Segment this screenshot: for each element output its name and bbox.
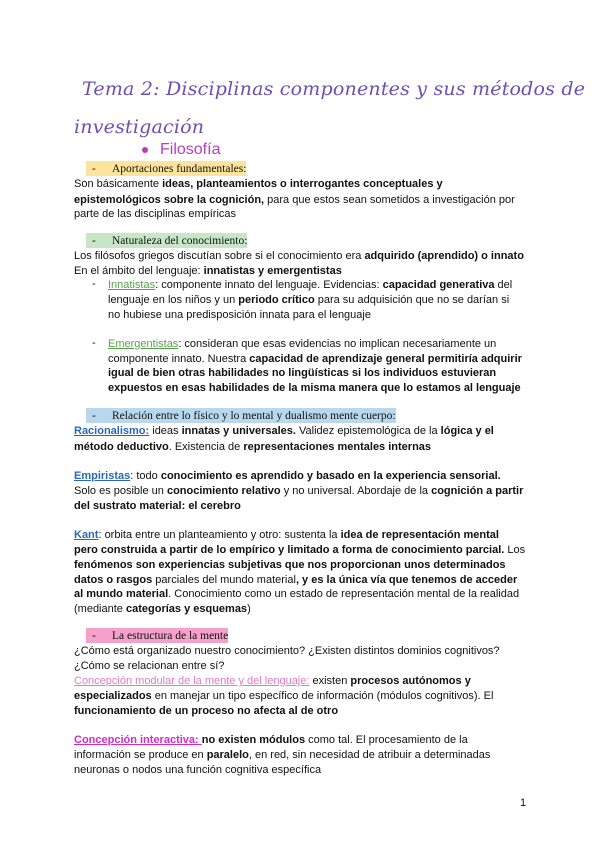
- paragraph-line: (mediante categorías y esquemas): [74, 603, 251, 615]
- paragraph-line: especializados en manejar un tipo específico de información (módulos cognitivos). El: [74, 690, 494, 702]
- paragraph-line: no hubiese una predisposición innata para el lenguaje: [108, 309, 371, 321]
- page-number: 1: [520, 797, 527, 809]
- list-item-emergentistas: Emergentistas: consideran que esas evidencias no implican necesariamente un: [108, 338, 497, 350]
- list-dash: -: [92, 278, 96, 290]
- heading-relacion: - Relación entre lo físico y lo mental y dualismo mente cuerpo:: [86, 408, 396, 423]
- paragraph-line: del sustrato material: el cerebro: [74, 500, 241, 512]
- paragraph-line: ¿Cómo se relacionan entre sí?: [74, 660, 225, 672]
- term-interactiva: Concepción interactiva:: [74, 734, 202, 746]
- heading-aportaciones: - Aportaciones fundamentales:: [86, 161, 246, 176]
- paragraph-kant: Kant: orbita entre un planteamiento y otro: sustenta la idea de representación mental: [74, 529, 499, 541]
- page-title-line-1: Tema 2: Disciplinas componentes y sus métodos de: [82, 78, 586, 100]
- paragraph-line: información se produce en paralelo, en red, sin necesidad de atribuir a determinadas: [74, 749, 491, 761]
- paragraph-line: neuronas o nodos una función cognitiva específica: [74, 764, 322, 776]
- term-kant: Kant: [74, 529, 99, 541]
- paragraph-line: expuestos en esas habilidades de la misma manera que lo estamos al lenguaje: [108, 382, 521, 394]
- paragraph-line: componente innato. Nuestra capacidad de aprendizaje general permitiría adquirir: [108, 353, 522, 365]
- paragraph-racionalismo: Racionalismo: ideas innatas y universales. Validez epistemológica de la lógica y el: [74, 425, 494, 437]
- term-modular: Concepción modular de la mente y del lenguaje:: [74, 675, 310, 687]
- paragraph-interactiva: Concepción interactiva: no existen módulos como tal. El procesamiento de la: [74, 734, 468, 746]
- heading-estructura: - La estructura de la mente: [86, 628, 228, 643]
- paragraph-line: igual de bien otras habilidades no lingüísticas si los individuos estuvieran: [108, 367, 497, 379]
- paragraph-line: epistemológicos sobre la cognición, para que estos sean sometidos a investigación por: [74, 194, 515, 206]
- bullet-icon: [142, 147, 148, 153]
- list-item-innatistas: Innatistas: componente innato del lenguaje. Evidencias: capacidad generativa del: [108, 279, 513, 291]
- paragraph-line: fenómenos son experiencias subjetivas que nos proporcionan unos determinados: [74, 559, 506, 571]
- term-emergentistas: Emergentistas: [108, 338, 179, 350]
- page-title-line-2: investigación: [74, 116, 205, 138]
- paragraph-line: parte de las disciplinas empíricas: [74, 208, 237, 220]
- paragraph-line: pero construida a partir de lo empírico y limitado a forma de conocimiento parcial. Los: [74, 544, 526, 556]
- paragraph-modular: Concepción modular de la mente y del lenguaje: existen procesos autónomos y: [74, 675, 471, 687]
- list-dash: -: [92, 337, 96, 349]
- heading-naturaleza: - Naturaleza del conocimiento:: [86, 233, 247, 248]
- paragraph-empiristas: Empiristas: todo conocimiento es aprendido y basado en la experiencia sensorial.: [74, 470, 501, 482]
- paragraph-line: Los filósofos griegos discutían sobre si el conocimiento era adquirido (aprendido) o innato: [74, 250, 524, 262]
- paragraph-line: método deductivo. Existencia de representaciones mentales internas: [74, 441, 432, 453]
- paragraph-line: datos o rasgos parciales del mundo material, y es la única vía que tenemos de acceder: [74, 574, 518, 586]
- section-heading-label: Filosofía: [160, 141, 221, 158]
- term-racionalismo: Racionalismo:: [74, 425, 150, 437]
- term-empiristas: Empiristas: [74, 470, 131, 482]
- section-heading: [142, 141, 220, 159]
- term-innatistas: Innatistas: [108, 279, 156, 291]
- paragraph-line: ¿Cómo está organizado nuestro conocimiento? ¿Existen distintos dominios cognitivos?: [74, 645, 500, 657]
- paragraph-line: al mundo material. Conocimiento como un estado de representación mental de la realidad: [74, 588, 520, 600]
- paragraph-line: Solo es posible un conocimiento relativo y no universal. Abordaje de la cognición a partir: [74, 485, 524, 497]
- paragraph-line: funcionamiento de un proceso no afecta al de otro: [74, 705, 339, 717]
- paragraph-line: En el ámbito del lenguaje: innatistas y emergentistas: [74, 265, 342, 277]
- paragraph-line: lenguaje en los niños y un periodo crítico para su adquisición que no se darían si: [108, 294, 510, 306]
- paragraph-line: Son básicamente ideas, planteamientos o interrogantes conceptuales y: [74, 178, 443, 190]
